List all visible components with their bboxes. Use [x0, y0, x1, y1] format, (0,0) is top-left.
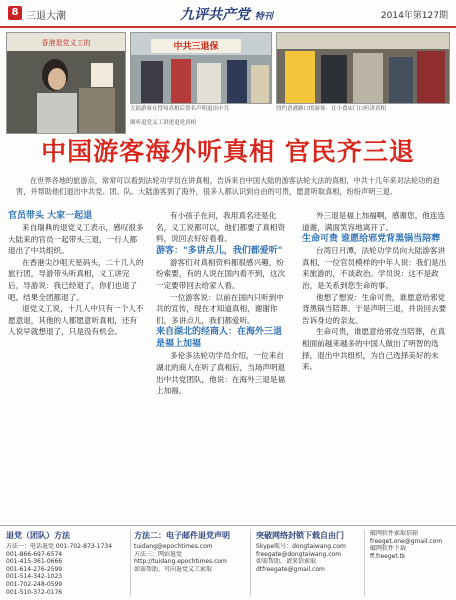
- email-link[interactable]: tuidang@epochtimes.com: [134, 543, 213, 550]
- lead-paragraph: 在世界各地的旅游点，常常可以看到法轮功学员在讲真相，告诉来自中国大陆的游客法轮大法的真相，中共十几年来对法轮功的迫害，并帮助他们退出中共党、团、队。大陆游客到了海外，很多人都认识到自由的可贵，愿意听取真相，纷纷声明三退。: [16, 176, 440, 196]
- web-link[interactable]: http://tuidang.epochtimes.com: [134, 558, 227, 566]
- info-label: 破网软件索取信箱: [370, 530, 419, 537]
- footer-title: 退党（团队）方法: [6, 531, 70, 540]
- phone-row: 001-514-342-1023: [6, 573, 63, 581]
- info-label: 破网软件下载: [370, 545, 407, 553]
- phone-row: 001-510-372-0176: [6, 588, 63, 596]
- paragraph: 他想了想说：生命可贵，谁愿意给邪党背黑锅当陪葬。于是声明三退，并说回去要告诉身边的亲友。: [302, 292, 447, 325]
- paragraph: 退党义工说，十几人中只有一个人不愿意退，其他的人都愿意听真相，还有人说早就想退了，只是没有机会。: [8, 304, 144, 337]
- photo-caption-3: 纽约香港路口的游客：在小食店门口听讲真相: [276, 106, 387, 112]
- email-link[interactable]: dtfreegate@gmail.com: [256, 565, 325, 573]
- page-header: [0, 0, 456, 28]
- email-link[interactable]: freegate@dongtaiwang.com: [256, 550, 342, 558]
- help-text: 如需帮助，请来信索取: [256, 558, 317, 566]
- subheading: 生命可贵 谁愿给邪党背黑锅当陪葬: [302, 234, 441, 245]
- footer-info: [0, 525, 456, 600]
- paragraph: 多伦多法轮功学员介绍，一位来自湖北的商人在听了真相后，当场声明退出中共党团队，他说：在海外三退是福上加福。: [156, 351, 286, 396]
- paragraph: 生命可贵，谁愿意给邪党当陪葬，在真相面前越来越多的中国人做出了明智的选择，退出中共组织，为自己选择美好的未来。: [302, 327, 446, 372]
- paragraph: 台湾日月潭，法轮功学员向大陆游客讲真相，一位官员模样的中年人说：我们是出来旅游的，不谈政治。学员说：这不是政治，是关系到您生命的事。: [302, 246, 447, 290]
- email-web-methods: [134, 530, 251, 596]
- skype-account: Skype账号：dongtaiwang.com: [256, 543, 346, 550]
- headline: 中国游客海外听真相 官民齐三退: [41, 137, 415, 166]
- phone-row: 001-614-276-2599: [6, 565, 63, 573]
- paragraph: 有小孩子在问，我用真名还是化名，义工说都可以，他们都要了真相资料，说回去好好看看。: [156, 211, 286, 244]
- phone-row: 001-415-361-0666: [6, 558, 63, 566]
- freegate-download: [256, 530, 365, 596]
- subheading: 游客："多讲点儿，我们都爱听": [156, 245, 283, 256]
- issue-label: 2014年第127期: [380, 11, 448, 21]
- subheading: 官员带头 大家一起退: [8, 211, 93, 221]
- footer-title: 突破网络封锁下载自由门: [256, 531, 344, 540]
- paragraph: 一位游客说：以前在国内只听到中共的宣传，现在才知道真相，谢谢你们，多讲点儿，我们都爱听。: [156, 292, 284, 325]
- photo-volunteer: [6, 32, 126, 134]
- article-column-3: [302, 210, 448, 373]
- software-request: [370, 530, 452, 596]
- article-column-1: [8, 210, 144, 338]
- publication-name: 九评共产党: [180, 7, 250, 23]
- photo1-banner: 香港退党义工的: [41, 39, 91, 47]
- photo-caption-2: 大陆游客在得知真相后签名声明退出中共: [130, 106, 230, 112]
- footer-title: 方法二：电子邮件退党声明: [134, 531, 230, 540]
- help-text: 如需帮助，可向退党义工索取: [134, 565, 213, 573]
- subheading: 来自湖北的经商人：在海外三退是福上加福: [156, 327, 283, 350]
- photo-street-stand: [276, 32, 450, 104]
- photo2-sign: 中共三退保: [173, 42, 219, 52]
- paragraph: 来自瑞典的退党义工表示，感叹很多大陆来的官员一起带头三退，一行人都退出了中共组织。: [8, 223, 144, 256]
- phone-row: 方法一：电话退党 001-702-873-1734: [6, 543, 113, 550]
- method-label: 方法三：网站退党: [134, 550, 183, 558]
- photo-caption-1: 细听退党义工讲述退党真相: [130, 120, 197, 126]
- quit-party-methods: [6, 530, 131, 596]
- phone-row: 001-702-248-0599: [6, 580, 63, 588]
- page-number: 8: [8, 6, 22, 20]
- section-title: 三退大潮: [26, 11, 66, 22]
- email-link[interactable]: freeget.one@gmail.com: [370, 537, 443, 545]
- publication-suffix: 特刊: [254, 12, 273, 22]
- photo-strip: [6, 32, 450, 132]
- paragraph: 在香港尖沙咀天星码头，二十几人的旅行团，导游带头听真相，义工讲完后，导游说：我已经退了，你们也退了吧。结果全团都退了。: [8, 257, 144, 302]
- article-column-2: [156, 210, 290, 397]
- phone-row: 001-866-697-6574: [6, 550, 63, 558]
- publication-title: [180, 4, 273, 24]
- photo-tourists-sign: [130, 32, 272, 104]
- web-link[interactable]: ff.freeget.tk: [370, 552, 406, 560]
- paragraph: 游客们对真相资料都很感兴趣，纷纷索要，有的人说在国内看不到，这次一定要带回去给家人看。: [156, 257, 286, 290]
- paragraph: 外三退是福上加福啊，感谢您，他连连道谢，满面笑容地离开了。: [302, 211, 446, 232]
